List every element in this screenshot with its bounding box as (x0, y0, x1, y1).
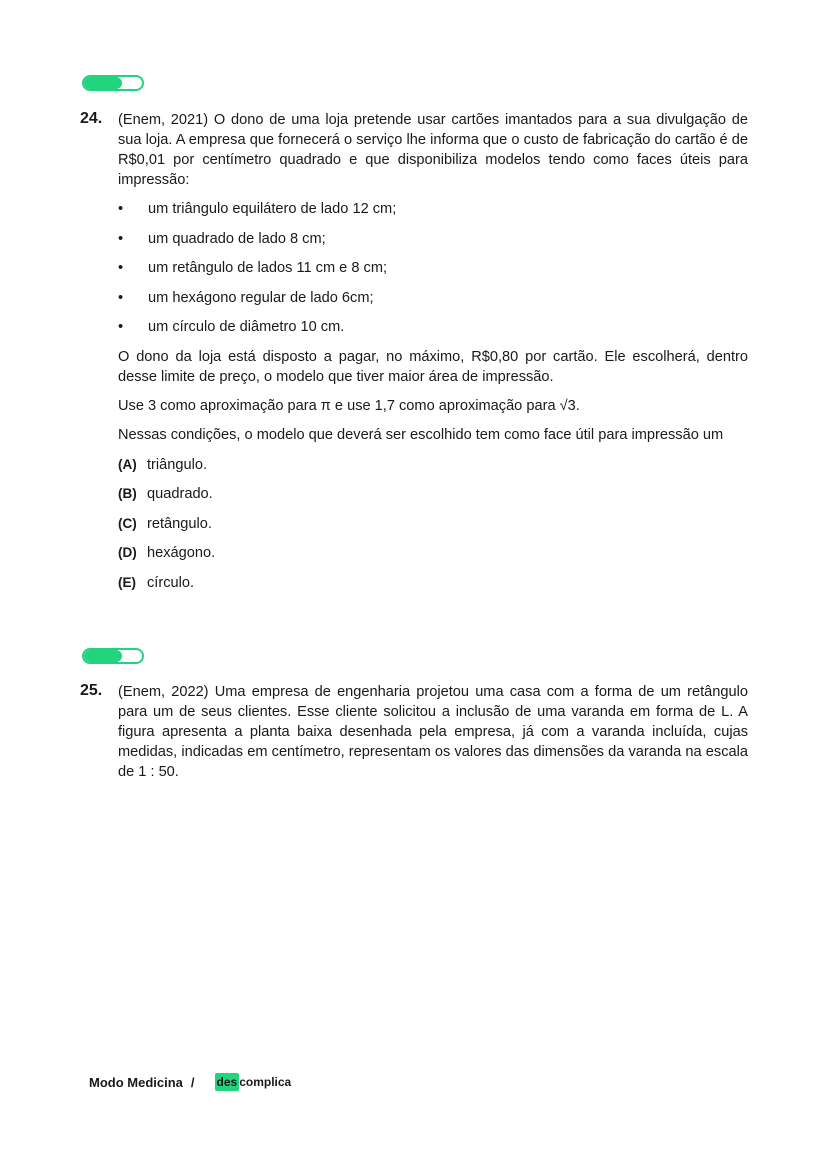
bullet-list (118, 199, 748, 337)
question-number: 25. (80, 682, 103, 699)
question-intro: (Enem, 2022) Uma empresa de engenharia projetou uma casa com a forma de um retângulo para um de seus clientes. Esse cliente solicitou a inclusão de uma varanda em forma de L. A figura apresenta a planta baixa desenhada pela empresa, já com a varanda incluída, cujas medidas, indicadas em centímetro, representam os valores das dimensões da varanda na escala de 1 : 50. (118, 684, 748, 780)
option-letter: (D) (118, 545, 137, 560)
question-24 (80, 110, 748, 602)
question-25 (80, 682, 748, 791)
option-e[interactable] (118, 573, 748, 593)
question-intro: (Enem, 2021) O dono de uma loja pretende usar cartões imantados para a sua divulgação de sua loja. A empresa que fornecerá o serviço lhe informa que o custo de fabricação do cartão é de R$0,01 por centímetro quadrado e que disponibiliza modelos tendo como faces úteis para impressão: (118, 112, 748, 188)
paragraph: Nessas condições, o modelo que deverá ser escolhido tem como face útil para impressão um (118, 426, 724, 443)
difficulty-indicator (82, 75, 144, 91)
logo-part: des (216, 1075, 238, 1089)
list-item: • um triângulo equilátero de lado 12 cm; (118, 199, 748, 219)
footer (89, 1073, 291, 1091)
list-item: • um hexágono regular de lado 6cm; (118, 288, 748, 308)
option-text: retângulo. (147, 515, 212, 532)
option-letter: (A) (118, 456, 137, 472)
paragraph: O dono da loja está disposto a pagar, no máximo, R$0,80 por cartão. Ele escolherá, dentro desse limite de preço, o modelo que tiver maior área de impressão. (118, 348, 748, 385)
list-item: • um retângulo de lados 11 cm e 8 cm; (118, 258, 748, 278)
question-number: 24. (80, 110, 103, 127)
option-c[interactable] (118, 514, 748, 534)
option-text: hexágono. (147, 545, 216, 561)
logo-part: complica (239, 1075, 292, 1089)
descomplica-logo (215, 1073, 292, 1091)
footer-separator: / (190, 1074, 195, 1090)
option-text: quadrado. (147, 486, 213, 502)
option-letter: (B) (118, 486, 137, 501)
option-b[interactable] (118, 484, 748, 504)
option-letter: (E) (118, 574, 136, 590)
option-d[interactable] (118, 543, 748, 563)
difficulty-indicator (82, 648, 144, 664)
footer-label: Modo Medicina (89, 1074, 183, 1090)
list-item: • um quadrado de lado 8 cm; (118, 229, 748, 249)
option-text: triângulo. (147, 456, 208, 473)
option-letter: (C) (118, 515, 137, 531)
option-text: círculo. (147, 574, 195, 591)
list-item: • um círculo de diâmetro 10 cm. (118, 317, 748, 337)
paragraph: Use 3 como aproximação para π e use 1,7 como aproximação para √3. (118, 397, 580, 414)
option-a[interactable] (118, 455, 748, 475)
